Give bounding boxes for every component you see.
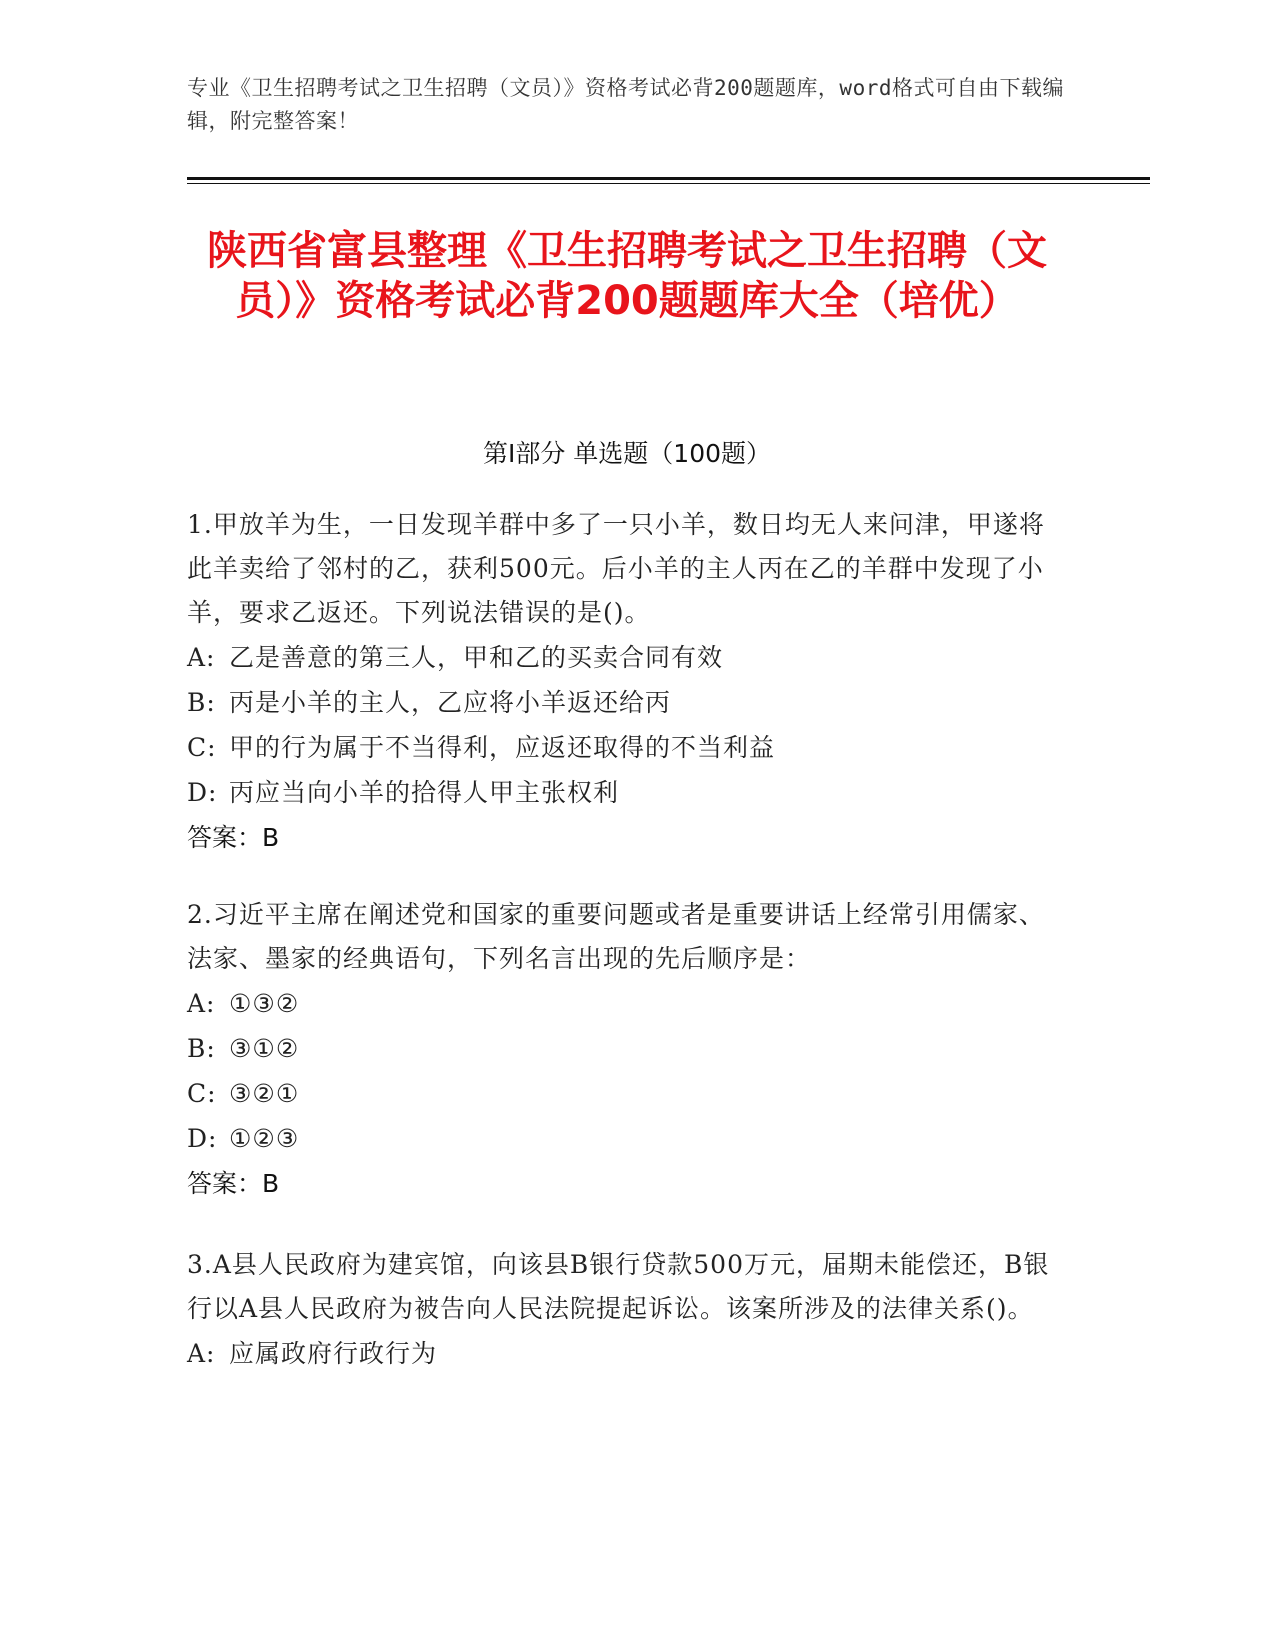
question-2 bbox=[187, 893, 1067, 1206]
option-letter: B: bbox=[187, 1034, 216, 1063]
option-letter: D: bbox=[187, 1124, 218, 1153]
option-letter: D: bbox=[187, 778, 218, 807]
document-title: 陕西省富县整理《卫生招聘考试之卫生招聘（文员）》资格考试必背200题题库大全（培优） bbox=[207, 228, 1047, 324]
answer: 答案：B bbox=[187, 1169, 280, 1198]
option-text: 应属政府行政行为 bbox=[229, 1339, 438, 1368]
option-text: ①②③ bbox=[229, 1124, 300, 1153]
header-rule-thin bbox=[187, 183, 1150, 184]
question-stem: 1.甲放羊为生，一日发现羊群中多了一只小羊，数日均无人来问津，甲遂将此羊卖给了邻村的乙，获利500元。后小羊的主人丙在乙的羊群中发现了小羊，要求乙返还。下列说法错误的是()。 bbox=[187, 510, 1045, 627]
option-letter: A: bbox=[187, 1339, 216, 1368]
option-text: 丙是小羊的主人，乙应将小羊返还给丙 bbox=[229, 688, 672, 717]
option-b bbox=[187, 680, 1067, 725]
option-d bbox=[187, 1116, 1067, 1161]
option-letter: C: bbox=[187, 1079, 217, 1108]
question-stem: 3.A县人民政府为建宾馆，向该县B银行贷款500万元，届期未能偿还，B银行以A县人民政府为被告向人民法院提起诉讼。该案所涉及的法律关系()。 bbox=[187, 1250, 1050, 1323]
option-text: ③②① bbox=[229, 1079, 300, 1108]
question-3 bbox=[187, 1243, 1067, 1376]
option-a bbox=[187, 981, 1067, 1026]
header-rule-thick bbox=[187, 177, 1150, 180]
option-text: ③①② bbox=[229, 1034, 300, 1063]
section-title: 第Ⅰ部分 单选题（100题） bbox=[482, 439, 772, 468]
option-letter: A: bbox=[187, 643, 216, 672]
option-c bbox=[187, 1071, 1067, 1116]
option-letter: B: bbox=[187, 688, 216, 717]
header-note: 专业《卫生招聘考试之卫生招聘（文员）》资格考试必背200题题库，word格式可自由下载编辑，附完整答案！ bbox=[187, 76, 1064, 133]
option-text: 甲的行为属于不当得利，应返还取得的不当利益 bbox=[229, 733, 776, 762]
option-d bbox=[187, 770, 1067, 815]
option-letter: C: bbox=[187, 733, 217, 762]
question-1 bbox=[187, 503, 1067, 860]
option-b bbox=[187, 1026, 1067, 1071]
option-letter: A: bbox=[187, 989, 216, 1018]
option-text: ①③② bbox=[229, 989, 300, 1018]
option-a bbox=[187, 635, 1067, 680]
option-c bbox=[187, 725, 1067, 770]
option-text: 丙应当向小羊的拾得人甲主张权利 bbox=[229, 778, 620, 807]
option-a bbox=[187, 1331, 1067, 1376]
option-text: 乙是善意的第三人，甲和乙的买卖合同有效 bbox=[229, 643, 724, 672]
answer: 答案：B bbox=[187, 823, 280, 852]
question-stem: 2.习近平主席在阐述党和国家的重要问题或者是重要讲话上经常引用儒家、法家、墨家的经典语句，下列名言出现的先后顺序是： bbox=[187, 900, 1045, 973]
